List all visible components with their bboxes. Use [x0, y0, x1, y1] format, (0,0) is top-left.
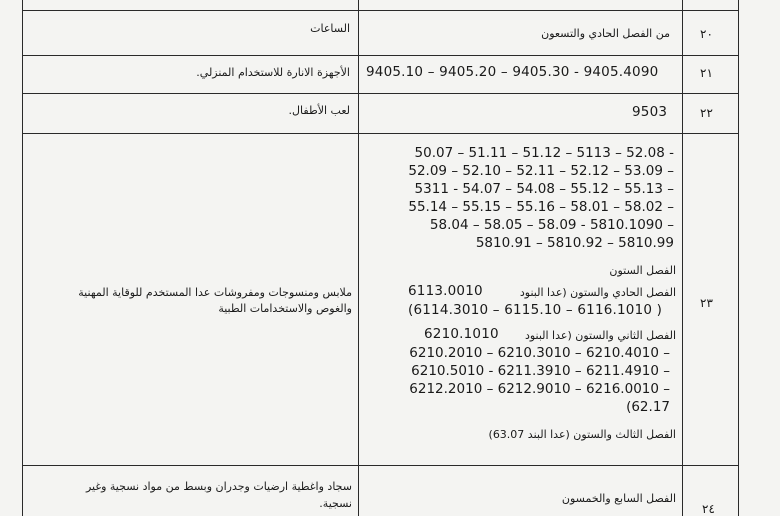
description-cell: نسجية.: [319, 497, 352, 510]
code-line: 6210.1010: [424, 326, 499, 342]
row-number: ٢٤: [702, 502, 715, 516]
code-line: (6114.3010 – 6115.10 – 6116.1010 ): [408, 302, 663, 318]
code-line: (62.17: [626, 399, 670, 415]
column-divider-description: [358, 0, 359, 516]
row-divider: [22, 133, 739, 134]
description-cell: الأجهزة الانارة للاستخدام المنزلي.: [196, 66, 350, 79]
row-number: ٢١: [700, 66, 713, 80]
chapter-63-label: الفصل الثالث والستون (عدا البند 63.07): [488, 428, 676, 441]
description-cell: والغوص والاستخدامات الطبية: [218, 302, 352, 315]
description-cell: لعب الأطفال.: [288, 104, 350, 117]
chapter-62-codes: [370, 344, 670, 416]
code-line: 58.04 – 58.05 – 58.09 - 5810.1090 –: [429, 217, 674, 233]
chapter-cell: [362, 144, 674, 252]
chapter-cell: 9405.10 – 9405.20 – 9405.30 - 9405.4090: [366, 64, 659, 80]
table-border-right: [738, 0, 739, 516]
row-number: ٢٣: [700, 296, 713, 310]
row-number: ٢٢: [700, 106, 713, 120]
code-line: 50.07 – 51.11 – 51.12 – 5113 – 52.08 -: [414, 145, 674, 161]
code-line: 6212.2010 – 6212.9010 – 6216.0010 –: [409, 381, 670, 397]
row-divider: [22, 55, 739, 56]
table-border-left: [22, 0, 23, 516]
chapter-cell: من الفصل الحادي والتسعون: [541, 27, 670, 40]
chapter-cell: 9503: [632, 104, 668, 120]
code-line: 6210.2010 – 6210.3010 – 6210.4010 –: [409, 345, 670, 361]
column-divider-chapter: [682, 0, 683, 516]
description-cell: ملابس ومنسوجات ومفروشات عدا المستخدم للوقاية المهنية: [78, 286, 352, 299]
code-line: 6210.5010 - 6211.3910 – 6211.4910 –: [411, 363, 670, 379]
chapter-61-label: الفصل الحادي والستون (عدا البنود: [519, 286, 676, 299]
description-cell: الساعات: [310, 22, 350, 35]
chapter-62-label: الفصل الثاني والستون (عدا البنود: [524, 329, 676, 342]
description-cell: سجاد واغطية ارضيات وجدران وبسط من مواد نسجية وغير: [85, 480, 352, 493]
code-line: 5810.91 – 5810.92 – 5810.99: [475, 235, 674, 251]
row-number: ٢٠: [700, 27, 713, 41]
code-line: 5311 - 54.07 – 54.08 – 55.12 – 55.13 –: [414, 181, 674, 197]
code-line: 52.09 – 52.10 – 52.11 – 52.12 – 53.09 –: [408, 163, 674, 179]
code-line: 6113.0010: [408, 283, 483, 299]
code-line: 55.14 – 55.15 – 55.16 – 58.01 – 58.02 –: [408, 199, 674, 215]
row-divider: [22, 93, 739, 94]
row-divider: [22, 465, 739, 466]
chapter-60-label: الفصل الستون: [609, 264, 676, 277]
chapter-cell: الفصل السابع والخمسون: [561, 492, 676, 505]
row-divider: [22, 10, 739, 11]
